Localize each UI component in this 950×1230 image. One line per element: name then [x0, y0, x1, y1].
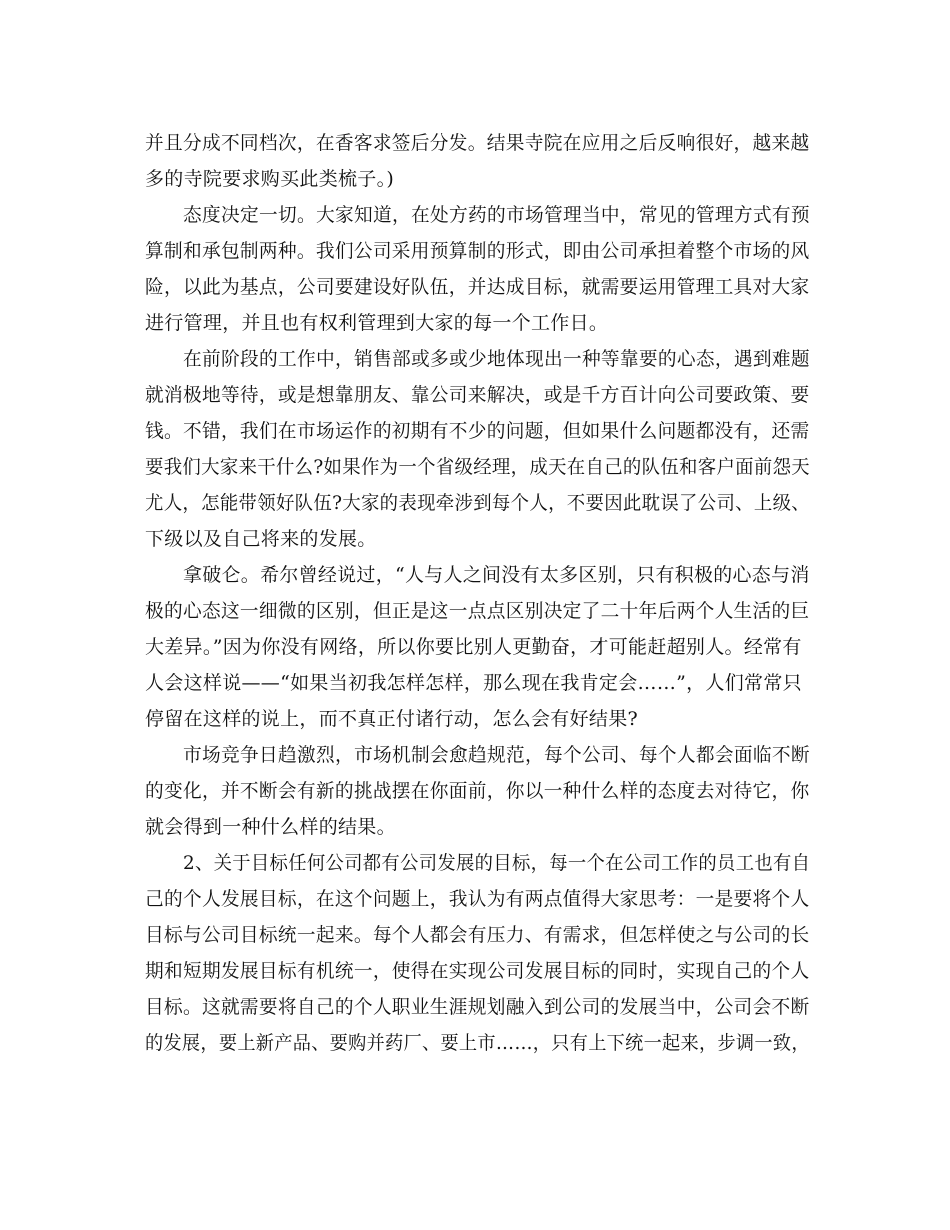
paragraph-first-line: 在前阶段的工作中，销售部或多或少地体现出一种等靠要的心态，遇到难题 [183, 348, 810, 370]
text-line: 的发展，要上新产品、要购并药厂、要上市……，只有上下统一起来，步调一致， [145, 1032, 810, 1054]
text-line: 并且分成不同档次，在香客求签后分发。结果寺院在应用之后反响很好，越来越 [145, 132, 810, 154]
text-line: 期和短期发展目标有机统一，使得在实现公司发展目标的同时，实现自己的个人 [145, 960, 810, 982]
text-line: 多的寺院要求购买此类梳子。) [145, 168, 395, 190]
text-line: 的变化，并不断会有新的挑战摆在你面前，你以一种什么样的态度去对待它，你 [145, 780, 810, 802]
text-line: 下级以及自己将来的发展。 [145, 528, 377, 550]
text-line: 钱。不错，我们在市场运作的初期有不少的问题，但如果什么问题都没有，还需 [145, 420, 810, 442]
text-line: 目标。这就需要将自己的个人职业生涯规划融入到公司的发展当中，公司会不断 [145, 996, 810, 1018]
text-line: 就消极地等待，或是想靠朋友、靠公司来解决，或是千方百计向公司要政策、要 [145, 384, 810, 406]
text-line: 险，以此为基点，公司要建设好队伍，并达成目标，就需要运用管理工具对大家 [145, 276, 810, 298]
text-line: 要我们大家来干什么?如果作为一个省级经理，成天在自己的队伍和客户面前怨天 [145, 456, 811, 478]
text-line: 极的心态这一细微的区别，但正是这一点点区别决定了二十年后两个人生活的巨 [145, 600, 810, 622]
paragraph-first-line: 拿破仑。希尔曾经说过，“人与人之间没有太多区别，只有积极的心态与消 [183, 564, 810, 586]
text-line: 算制和承包制两种。我们公司采用预算制的形式，即由公司承担着整个市场的风 [145, 240, 810, 262]
text-line: 尤人，怎能带领好队伍?大家的表现牵涉到每个人，不要因此耽误了公司、上级、 [145, 492, 811, 514]
text-line: 目标与公司目标统一起来。每个人都会有压力、有需求，但怎样使之与公司的长 [145, 924, 810, 946]
text-line: 己的个人发展目标，在这个问题上，我认为有两点值得大家思考：一是要将个人 [145, 888, 810, 910]
paragraph-first-line: 市场竞争日趋激烈，市场机制会愈趋规范，每个公司、每个人都会面临不断 [183, 744, 810, 766]
text-line: 进行管理，并且也有权利管理到大家的每一个工作日。 [145, 312, 609, 334]
paragraph-first-line: 态度决定一切。大家知道，在处方药的市场管理当中，常见的管理方式有预 [183, 204, 810, 226]
text-line: 就会得到一种什么样的结果。 [145, 816, 396, 838]
text-line: 大差异。”因为你没有网络，所以你要比别人更勤奋，才可能赶超别人。经常有 [145, 636, 802, 658]
text-line: 人会这样说——“如果当初我怎样怎样，那么现在我肯定会……”，人们常常只 [145, 672, 802, 694]
text-line: 停留在这样的说上，而不真正付诸行动，怎么会有好结果? [145, 708, 638, 730]
paragraph-first-line: 2、关于目标任何公司都有公司发展的目标，每一个在公司工作的员工也有自 [183, 852, 811, 874]
